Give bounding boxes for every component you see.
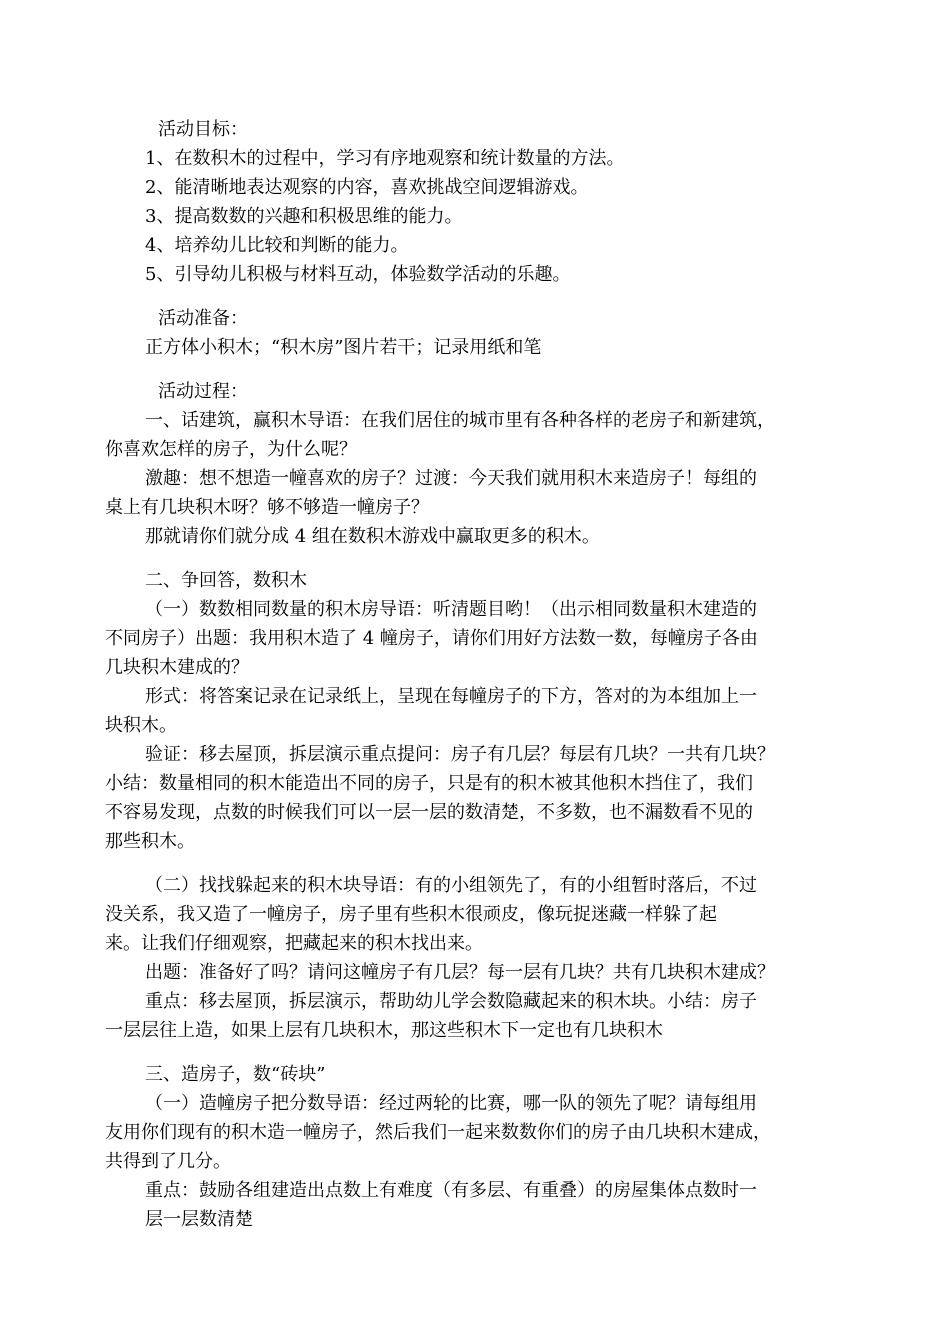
goals-heading: 活动目标：	[158, 119, 248, 140]
process-line: 几块积木建成的？	[105, 657, 249, 678]
section-two-heading: 二、争回答，数积木	[145, 570, 307, 591]
process-line: 激趣：想不想造一幢喜欢的房子？过渡：今天我们就用积木来造房子！每组的	[145, 468, 757, 489]
prep-text: 正方体小积木；“积木房”图片若干；记录用纸和笔	[145, 337, 542, 358]
goal-item-4: 4、培养幼儿比较和判断的能力。	[145, 235, 409, 256]
process-line: 重点：鼓励各组建造出点数上有难度（有多层、有重叠）的房屋集体点数时一	[145, 1180, 757, 1201]
process-line: 层一层数清楚	[145, 1209, 253, 1230]
goal-item-1: 1、在数积木的过程中，学习有序地观察和统计数量的方法。	[145, 148, 625, 169]
process-line: 来。让我们仔细观察，把藏起来的积木找出来。	[105, 933, 483, 954]
process-line: 一层层往上造，如果上层有几块积木，那这些积木下一定也有几块积木	[105, 1020, 663, 1041]
goal-item-2: 2、能清晰地表达观察的内容，喜欢挑战空间逻辑游戏。	[145, 177, 589, 198]
process-line: 友用你们现有的积木造一幢房子，然后我们一起来数数你们的房子由几块积木建成，	[105, 1122, 771, 1143]
process-line: 共得到了几分。	[105, 1151, 231, 1172]
process-line: 不容易发现，点数的时候我们可以一层一层的数清楚，不多数，也不漏数看不见的	[105, 802, 753, 823]
process-line: 那就请你们就分成 4 组在数积木游戏中赢取更多的积木。	[145, 526, 600, 547]
process-line: 那些积木。	[105, 831, 195, 852]
process-line: 桌上有几块积木呀？够不够造一幢房子？	[105, 497, 429, 518]
process-line: 一、话建筑，赢积木导语：在我们居住的城市里有各种各样的老房子和新建筑，	[145, 410, 775, 431]
process-line: 出题：准备好了吗？请问这幢房子有几层？每一层有几块？共有几块积木建成？	[145, 962, 775, 983]
section-three-heading: 三、造房子，数“砖块”	[145, 1064, 326, 1085]
process-line: （二）找找躲起来的积木块导语：有的小组领先了，有的小组暂时落后，不过	[145, 875, 757, 896]
process-line: 没关系，我又造了一幢房子，房子里有些积木很顽皮，像玩捉迷藏一样躲了起	[105, 904, 717, 925]
process-line: 重点：移去屋顶，拆层演示，帮助幼儿学会数隐藏起来的积木块。小结：房子	[145, 991, 757, 1012]
process-line: 形式：将答案记录在记录纸上，呈现在每幢房子的下方，答对的为本组加上一	[145, 686, 757, 707]
process-line: 不同房子）出题：我用积木造了 4 幢房子，请你们用好方法数一数，每幢房子各由	[105, 628, 758, 649]
goal-item-5: 5、引导幼儿积极与材料互动，体验数学活动的乐趣。	[145, 264, 571, 285]
process-line: 小结：数量相同的积木能造出不同的房子，只是有的积木被其他积木挡住了，我们	[105, 773, 753, 794]
process-line: 块积木。	[105, 715, 177, 736]
process-line: 你喜欢怎样的房子，为什么呢？	[105, 439, 357, 460]
process-heading: 活动过程：	[158, 381, 248, 402]
process-line: （一）造幢房子把分数导语：经过两轮的比赛，哪一队的领先了呢？请每组用	[145, 1093, 757, 1114]
process-line: 验证：移去屋顶，拆层演示重点提问：房子有几层？每层有几块？一共有几块？	[145, 744, 775, 765]
goal-item-3: 3、提高数数的兴趣和积极思维的能力。	[145, 206, 463, 227]
process-line: （一）数数相同数量的积木房导语：听清题目哟！（出示相同数量积木建造的	[145, 599, 757, 620]
prep-heading: 活动准备：	[158, 308, 248, 329]
